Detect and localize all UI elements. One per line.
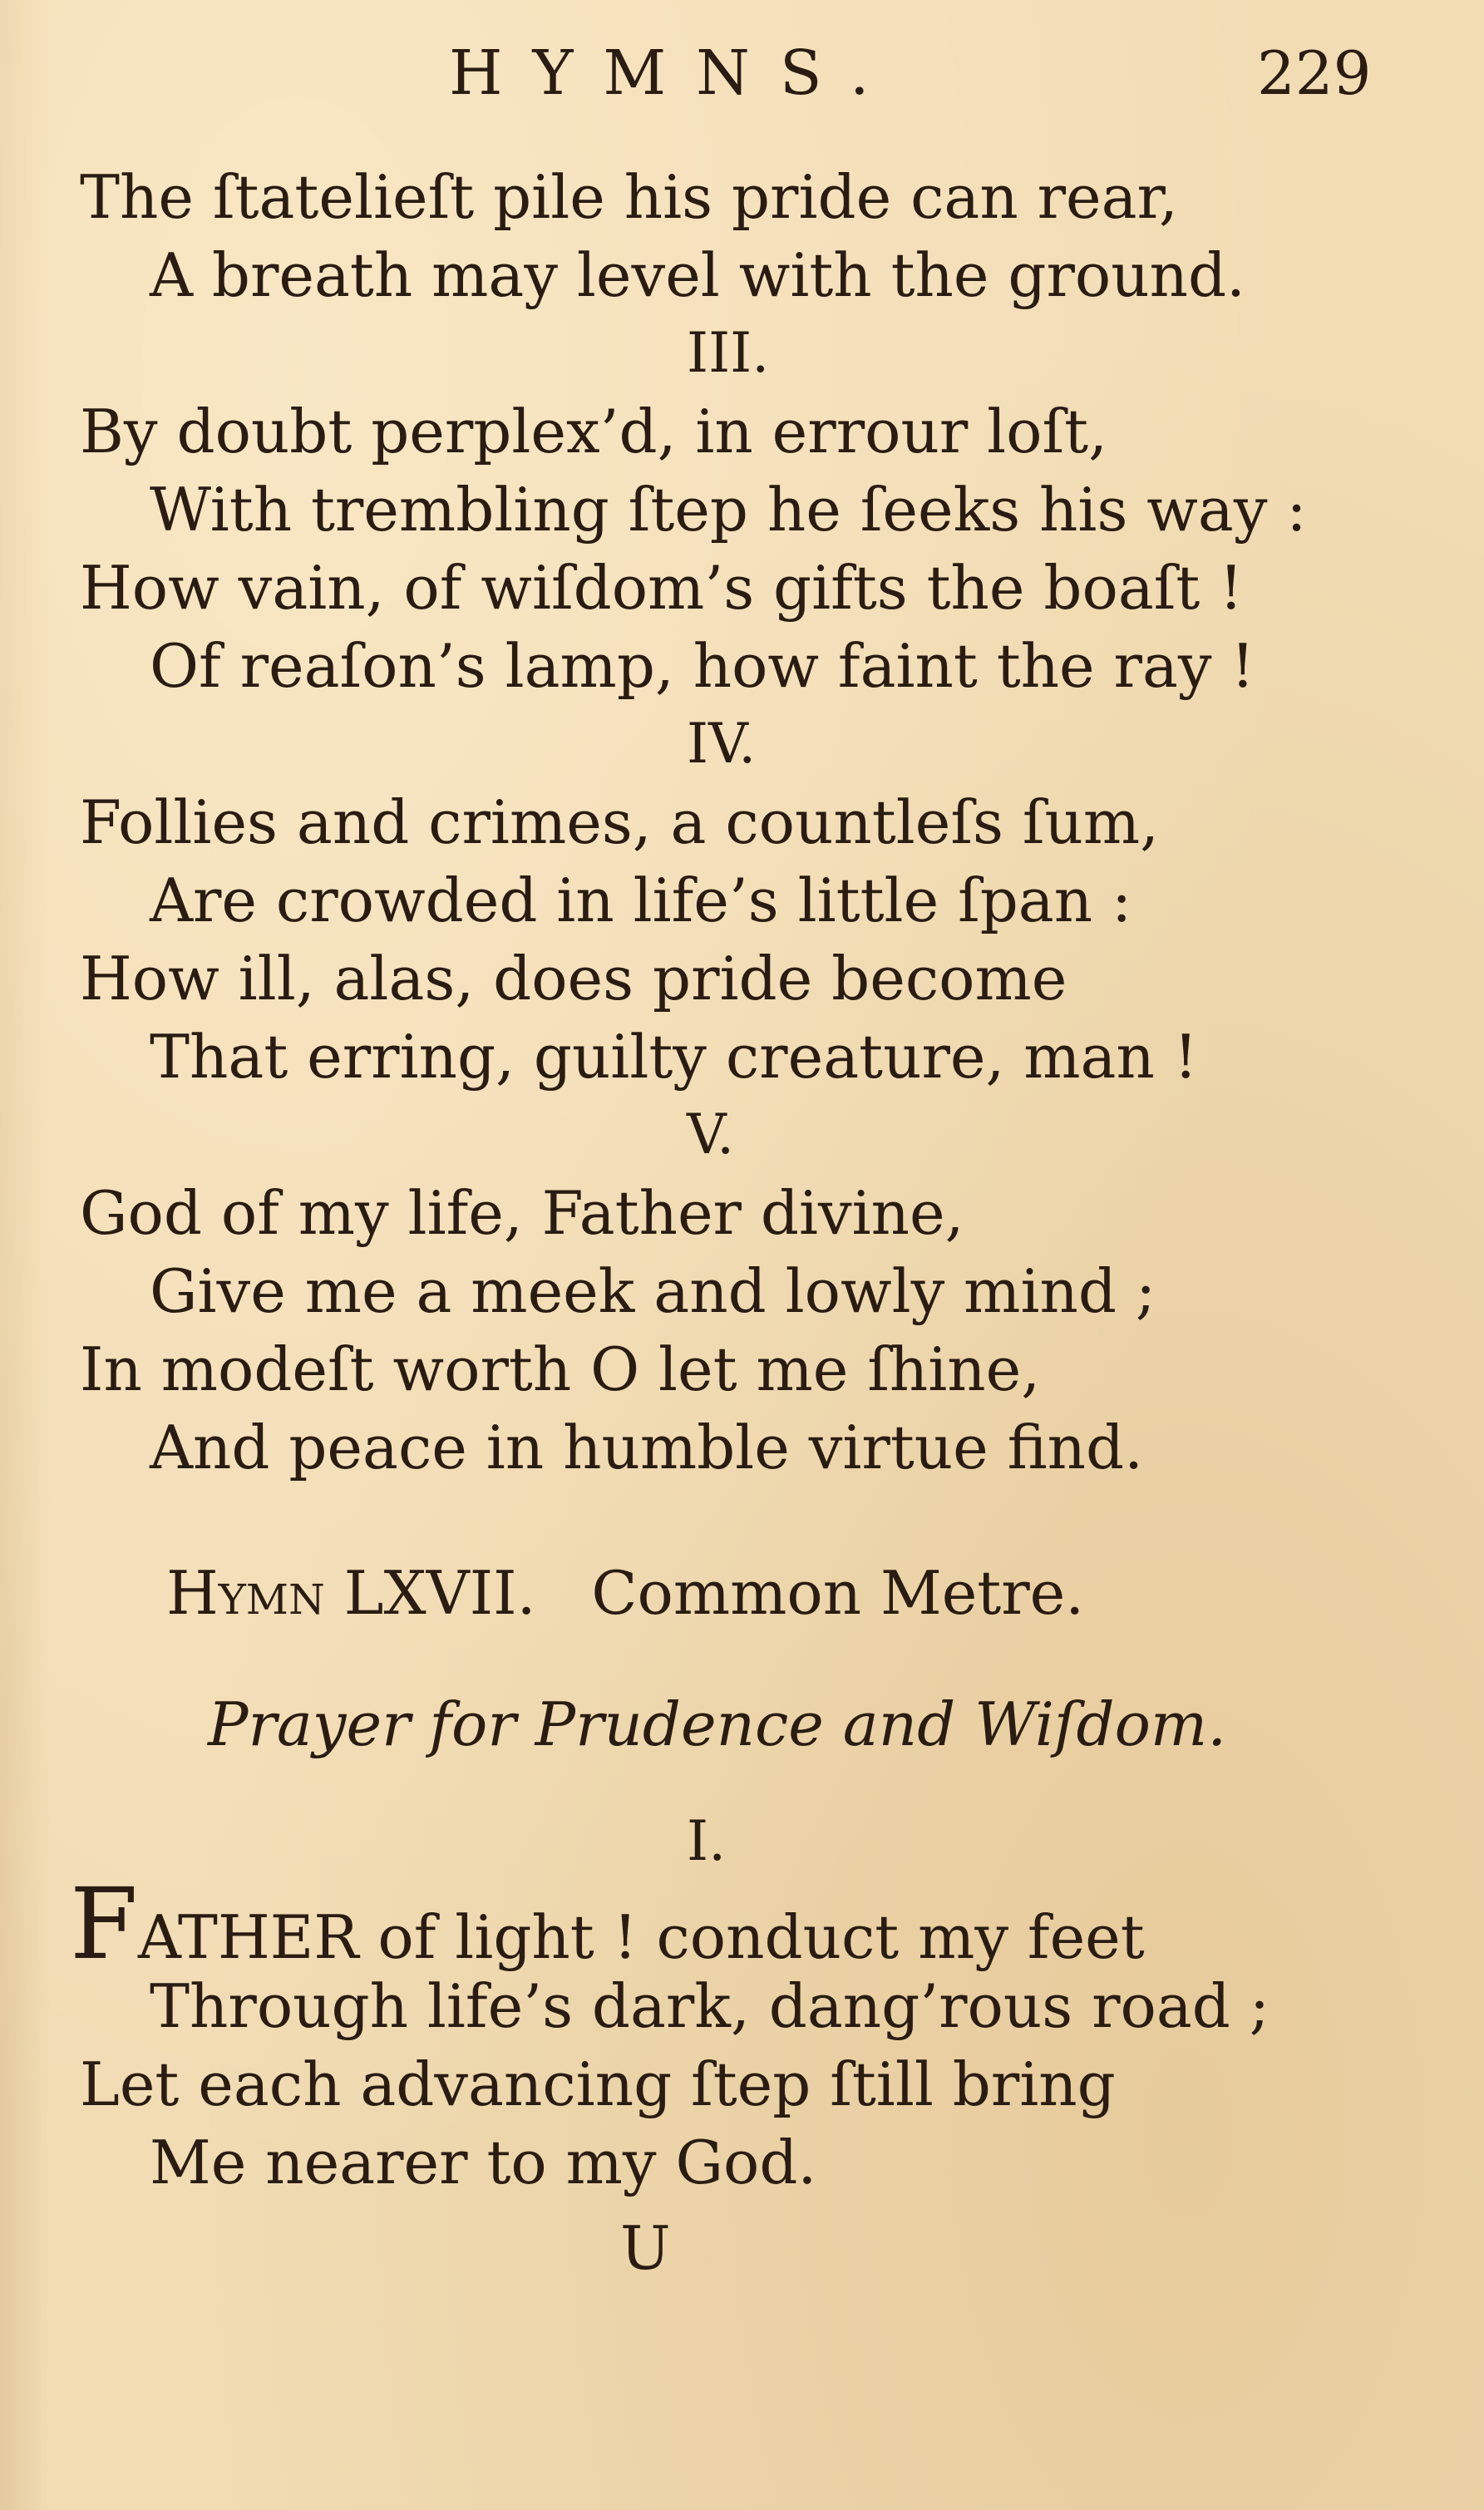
verse-line: God of my life, Father divine, — [80, 1178, 964, 1248]
verse-line: And peace in humble virtue find. — [150, 1413, 1143, 1482]
verse-line: By doubt perplex’d, in errour loſt, — [80, 397, 1107, 466]
verse-line: In modeſt worth O let me ſhine, — [80, 1334, 1041, 1404]
verse-line: Of reaſon’s lamp, how faint the ray ! — [150, 631, 1255, 701]
stanza-number: III. — [687, 321, 770, 385]
verse-line: Me nearer to my God. — [150, 2128, 817, 2197]
hymn-number: LXVII. — [343, 1558, 536, 1628]
running-head — [0, 32, 1484, 115]
verse-line-rest: ATHER of light ! conduct my feet — [137, 1902, 1145, 1972]
verse-line: Are crowded in life’s little ſpan : — [150, 865, 1132, 935]
verse-line: The ſtatelieſt pile his pride can rear, — [80, 162, 1178, 232]
signature-mark: U — [620, 2213, 671, 2283]
verse-line: How vain, of wiſdom’s gifts the boaſt ! — [80, 553, 1244, 623]
verse-line: Follies and crimes, a countleſs ſum, — [80, 787, 1160, 857]
running-head-title: HYMNS. — [449, 37, 900, 109]
verse-line: With trembling ſtep he ſeeks his way : — [150, 475, 1307, 545]
hymn-lxvii-stanza-1 — [0, 1802, 1484, 2202]
page-number: 229 — [1257, 38, 1372, 108]
drop-cap: F — [70, 1866, 138, 1981]
stanza-number: I. — [687, 1809, 727, 1873]
hymn-subtitle: Prayer for Prudence and Wiſdom. — [208, 1689, 1227, 1759]
stanza-iii — [0, 314, 1484, 705]
verse-line-first — [0, 1866, 1484, 1981]
stanza-iv — [0, 705, 1484, 1096]
verse-line: A breath may level with the ground. — [150, 240, 1245, 310]
hymn-metre: Common Metre. — [591, 1558, 1085, 1628]
stanza-v — [0, 1096, 1484, 1487]
hymn-text — [0, 158, 1484, 2290]
hymn-label: Hymn — [166, 1558, 325, 1628]
stanza-ii-ending — [0, 158, 1484, 314]
verse-line: Let each advancing ſtep ſtill bring — [80, 2049, 1116, 2119]
stanza-number: V. — [687, 1102, 735, 1166]
hymn-heading — [0, 1551, 1484, 1635]
verse-line: Give me a meek and lowly mind ; — [150, 1256, 1156, 1326]
verse-line: How ill, alas, does pride become — [80, 944, 1067, 1013]
verse-line: That erring, guilty creature, man ! — [150, 1022, 1198, 1092]
verse-line: Through life’s dark, dang’rous road ; — [150, 1971, 1270, 2041]
stanza-number: IV. — [687, 712, 757, 776]
